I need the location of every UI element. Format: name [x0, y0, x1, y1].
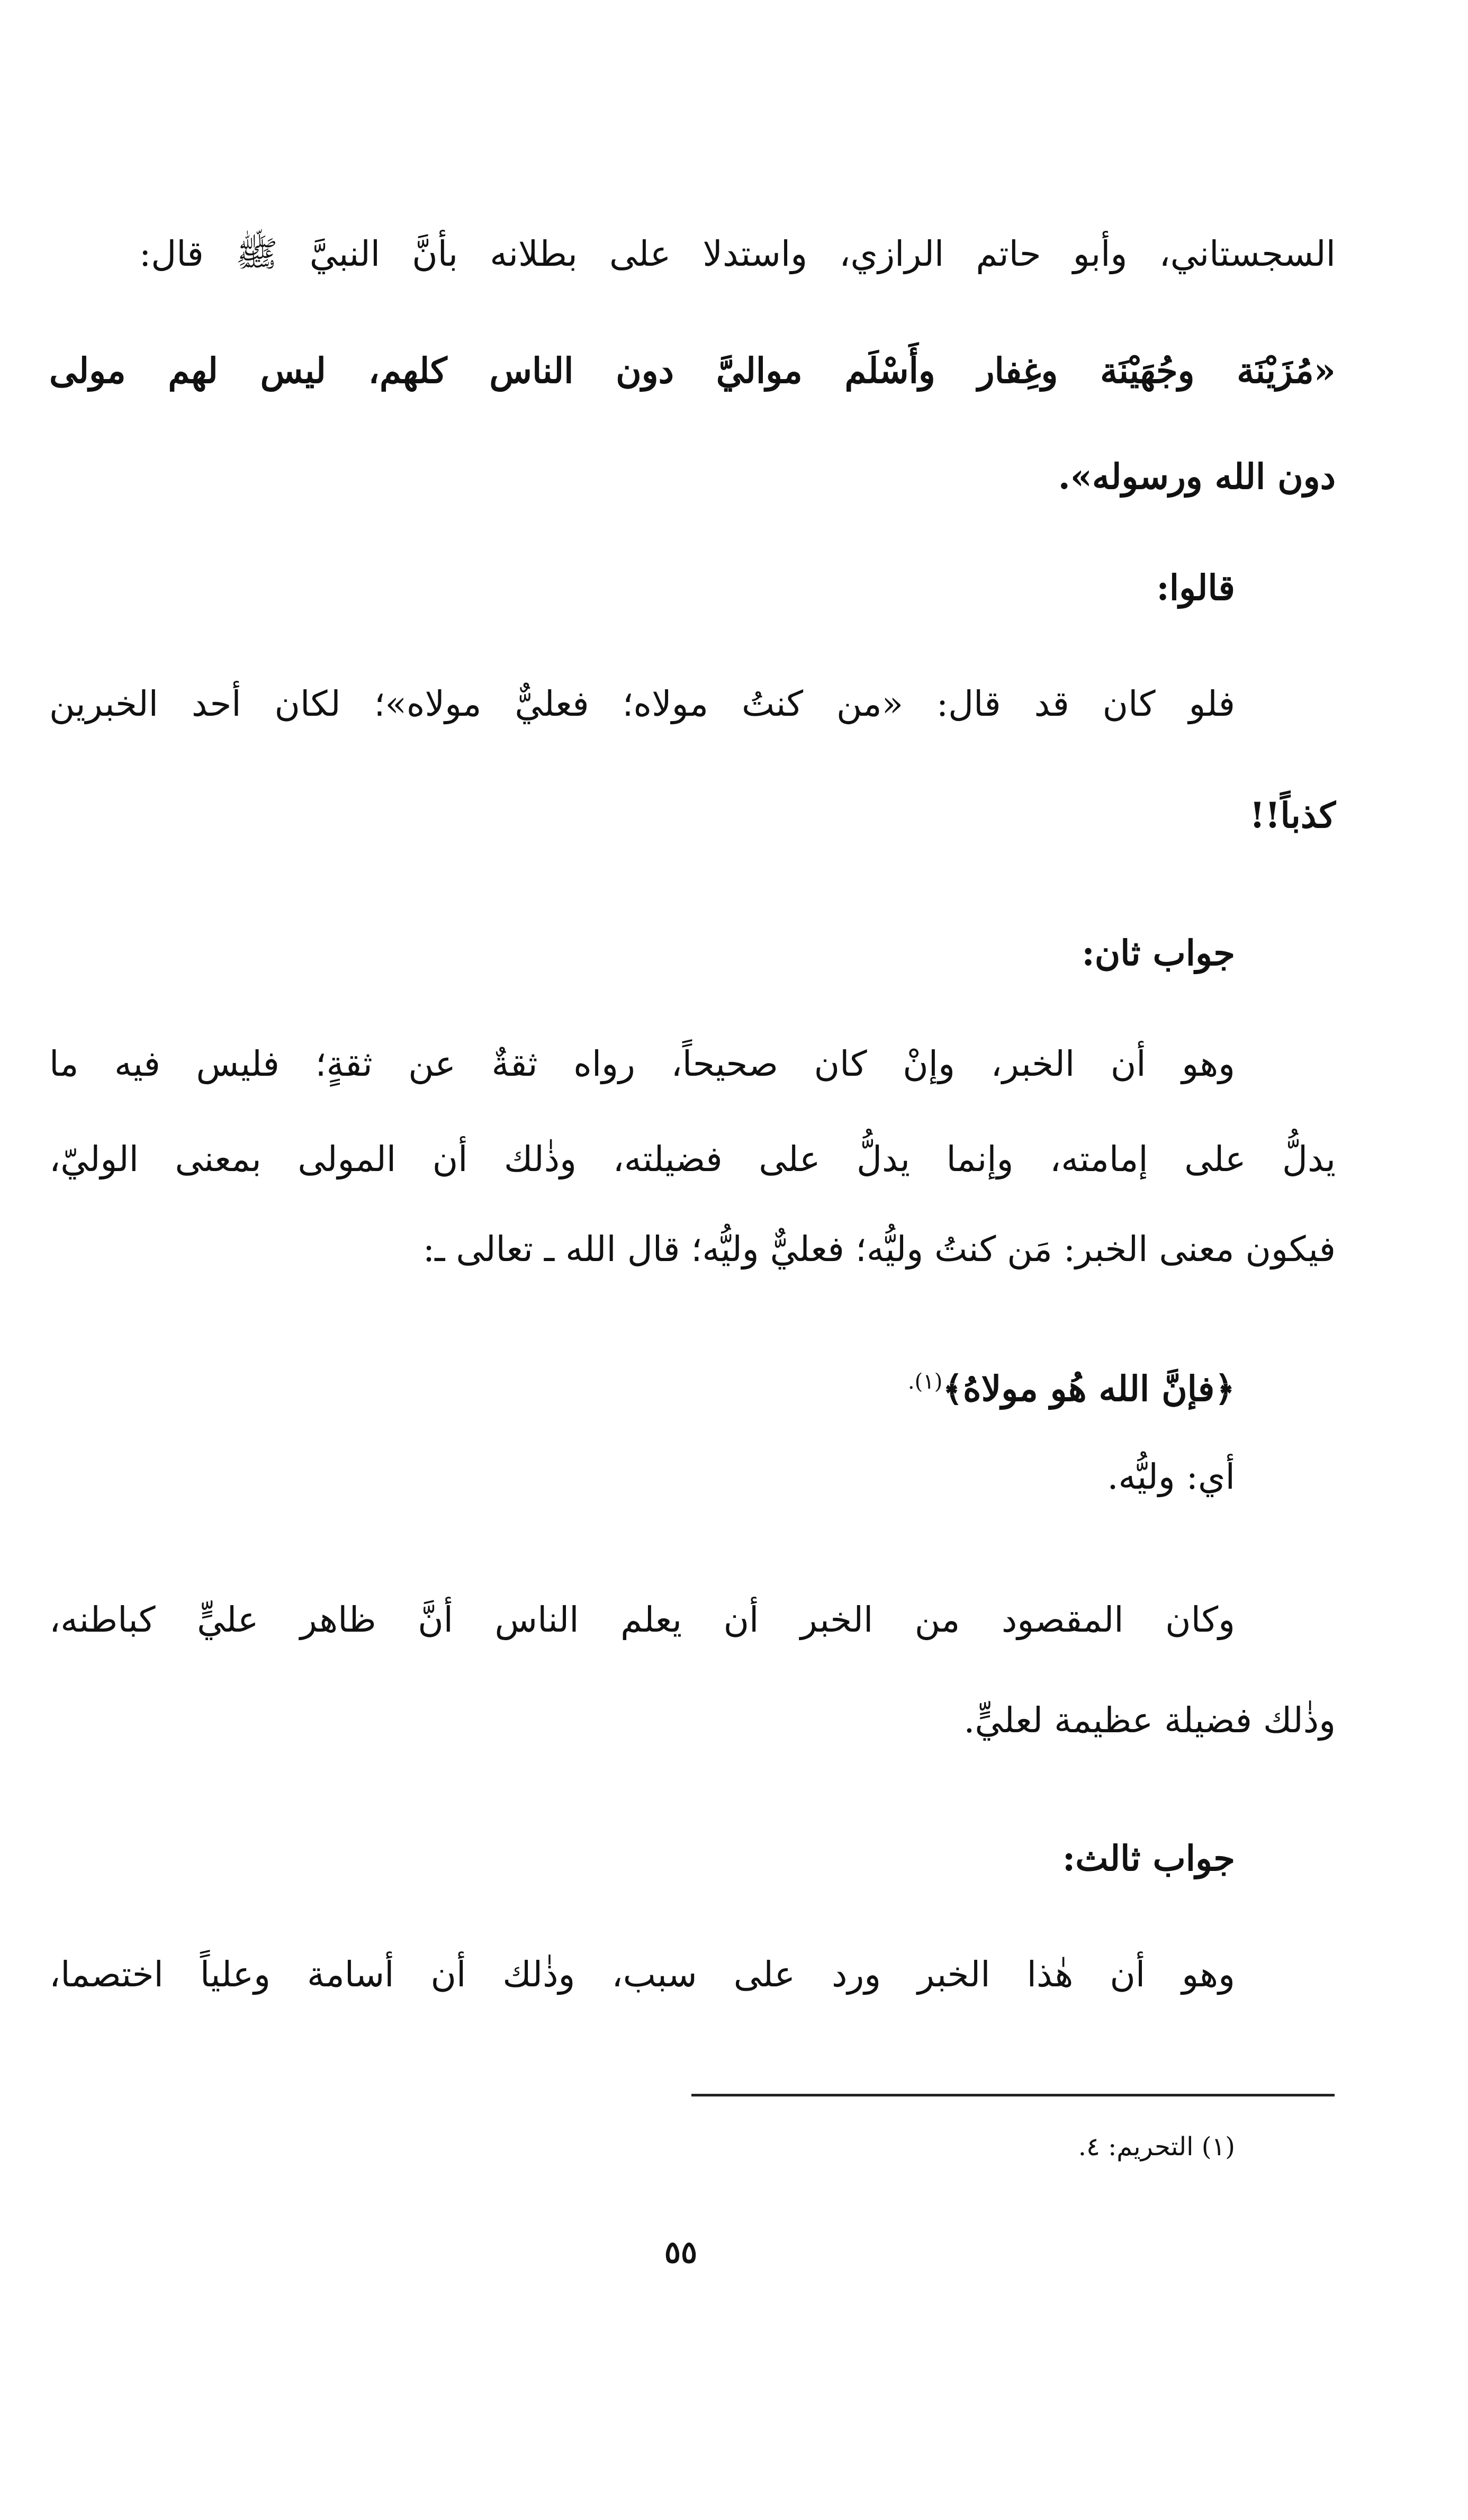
section-heading: جواب ثالث:: [1062, 1838, 1235, 1879]
footnote-reference: (١).: [907, 1370, 943, 1394]
text-line: وكان المقصود من الخبر أن يعلم الناس أنَّ ظاهر عليٍّ كباطنه،: [49, 1599, 1235, 1640]
text-line: فيكون معنى الخبر: مَن كنتُ وليُّه؛ فعليٌّ وليُّه؛ قال الله ـ تعالى ـ:: [422, 1229, 1336, 1270]
quran-verse-line: [908, 1355, 1235, 1416]
footnote-separator: [691, 2094, 1335, 2096]
text-line: السجستاني، وأبو حاتم الرازي، واستدلا على بطلانه بأنَّ النبيَّ ﷺ قال:: [139, 233, 1336, 274]
quran-verse: ﴿فإنَّ الله هُو مولاهُ﴾: [942, 1368, 1235, 1409]
text-line: وذٰلك فضيلة عظيمة لعليٍّ.: [963, 1700, 1336, 1741]
hadith-line: دون الله ورسوله».: [1058, 456, 1336, 497]
page-number: ٥٥: [664, 2234, 698, 2270]
section-heading: جواب ثان:: [1082, 932, 1235, 974]
text-line: قالوا:: [1156, 567, 1235, 608]
text-line: وهو أن الخبر، وإنْ كان صحيحاً، رواه ثقةٌ عن ثقةٍ؛ فليس فيه ما: [49, 1043, 1235, 1084]
text-line: وهو أن هٰذا الخبر ورد على سبب، وذٰلك أن أسامة وعلياً اختصما،: [49, 1954, 1235, 1995]
text-line: أي: وليُّه.: [1107, 1456, 1235, 1497]
hadith-line: «مُزَيْنَة وجُهَيْنَة وغِفار وأَسْلَم مواليَّ دون الناس كلهم، ليس لهم مولى: [49, 350, 1336, 391]
footnote: (١) التحريم: ٤.: [1078, 2132, 1235, 2162]
text-line: كذباً!!: [1249, 795, 1336, 836]
text-line: يدلُّ على إمامته، وإنما يدلُّ على فضيلته، وذٰلك أن المولى بمعنى الوليّ،: [49, 1139, 1336, 1180]
text-line: فلو كان قد قال: «من كنتُ مولاه؛ فعليٌّ مولاه»؛ لكان أحد الخبرين: [49, 683, 1235, 724]
